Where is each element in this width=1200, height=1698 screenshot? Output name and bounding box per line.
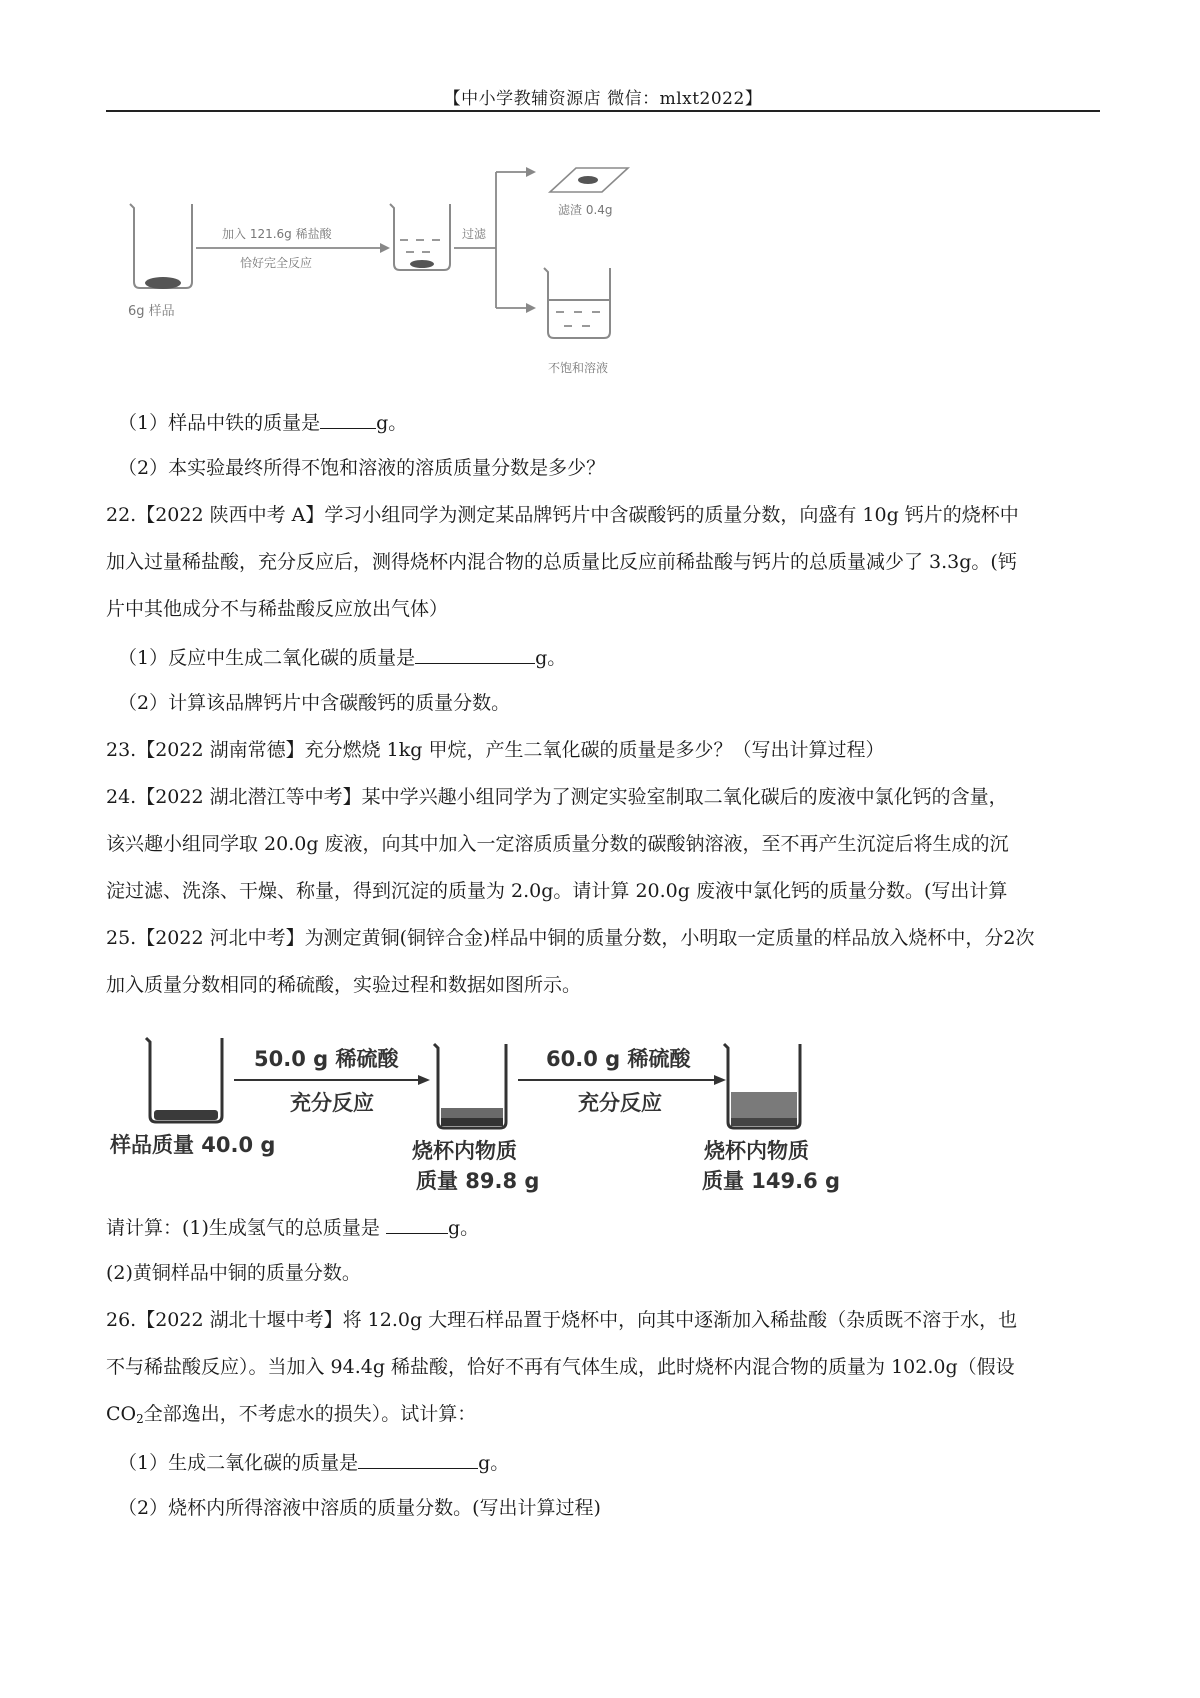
q22-line2: 加入过量稀盐酸，充分反应后，测得烧杯内混合物的总质量比反应前稀盐酸与钙片的总质量减少了 3.3g。(钙 [106,551,1017,573]
q26-sub1-unit: g。 [478,1452,510,1474]
beaker-solution [544,268,610,338]
q22-sub1-unit: g。 [535,647,567,669]
q21-sub1-text: （1）样品中铁的质量是 [118,412,321,434]
branch-top-head [526,167,536,177]
figure-brass-experiment [106,1030,926,1200]
q24-line2: 该兴趣小组同学取 20.0g 废液，向其中加入一定溶质质量分数的碳酸钠溶液，至不再产生沉淀后将生成的沉 [106,833,1009,855]
q26-line1: 26.【2022 湖北十堰中考】将 12.0g 大理石样品置于烧杯中，向其中逐渐加入稀盐酸（杂质既不溶于水，也 [106,1309,1018,1331]
co2-subscript: 2 [136,1412,144,1426]
sample-label: 6g 样品 [128,304,175,319]
q26-line2: 不与稀盐酸反应）。当加入 94.4g 稀盐酸，恰好不再有气体生成，此时烧杯内混合物的质量为 102.0g（假设 [106,1356,1015,1378]
brass-beaker-3-solid [731,1118,797,1126]
q25-line1: 25.【2022 河北中考】为测定黄铜(铜锌合金)样品中铜的质量分数，小明取一定质量的样品放入烧杯中，分2次 [106,927,1035,949]
arrow-add-acid-head [380,243,390,253]
q21-sub2: （2）本实验最终所得不饱和溶液的溶质质量分数是多少？ [118,457,606,479]
arrow-add-acid-top: 加入 121.6g 稀盐酸 [222,227,332,241]
q21-sub1 [118,408,1112,436]
q22-answer-blank[interactable] [415,643,535,664]
brass-arrow-1-head [418,1075,430,1085]
sample-solid [145,277,181,289]
q26-sub1 [118,1448,1112,1476]
brass-arrow-1-top: 50.0 g 稀硫酸 [254,1047,399,1071]
brass-beaker-1-solid [154,1110,218,1120]
q26-answer-blank[interactable] [358,1448,478,1469]
brass-arrow-2-head [714,1075,726,1085]
brass-beaker-3-label-1: 烧杯内物质 [704,1139,809,1163]
figure-brass-svg [106,1030,926,1200]
page-header: 【中小学教辅资源店 微信：mlxt2022】 [443,89,763,109]
q25-sub1-text: 请计算：(1)生成氢气的总质量是 [106,1217,386,1239]
q24-line1: 24.【2022 湖北潜江等中考】某中学兴趣小组同学为了测定实验室制取二氧化碳后的废液中氯化钙的含量， [106,786,1008,808]
q22-sub2: （2）计算该品牌钙片中含碳酸钙的质量分数。 [118,692,511,714]
q26-sub2: （2）烧杯内所得溶液中溶质的质量分数。(写出计算过程) [118,1497,601,1519]
q22-sub1-text: （1）反应中生成二氧化碳的质量是 [118,647,416,669]
q22-line1: 22.【2022 陕西中考 A】学习小组同学为测定某品牌钙片中含碳酸钙的质量分数，向盛有 10g 钙片的烧杯中 [106,504,1019,526]
q25-sub2: (2)黄铜样品中铜的质量分数。 [106,1262,361,1284]
brass-arrow-2-top: 60.0 g 稀硫酸 [546,1047,691,1071]
reaction-residue [410,260,434,268]
q21-answer-blank[interactable] [320,408,376,429]
arrow-add-acid-bottom: 恰好完全反应 [240,256,313,270]
brass-beaker-2-label-2: 质量 89.8 g [416,1169,540,1193]
figure-iron-svg [118,160,718,390]
filter-label: 过滤 [462,227,487,241]
q25-sub1-unit: g。 [447,1217,480,1239]
solution-liquid-dashes [556,312,600,326]
figure-iron-experiment [118,160,718,390]
brass-arrow-1-bottom: 充分反应 [290,1091,374,1115]
q22-sub1 [118,643,1112,671]
brass-beaker-2-label-1: 烧杯内物质 [412,1139,517,1163]
brass-sample-label: 样品质量 40.0 g [110,1133,276,1157]
header-rule [106,110,1100,112]
q25-answer-blank[interactable] [386,1213,448,1234]
q26-line3 [106,1401,1100,1432]
beaker-sample [130,204,192,288]
residue-label: 滤渣 0.4g [558,203,613,217]
q25-line2: 加入质量分数相同的稀硫酸，实验过程和数据如图所示。 [106,974,582,996]
branch-bottom-head [526,303,536,313]
brass-beaker-3-label-2: 质量 149.6 g [702,1169,841,1193]
q25-sub1 [106,1213,1100,1241]
q23-line1: 23.【2022 湖南常德】充分燃烧 1kg 甲烷，产生二氧化碳的质量是多少？（写出计算过程） [106,739,885,761]
q26-line3-text: 全部逸出，不考虑水的损失）。试计算： [143,1403,477,1425]
q22-line3: 片中其他成分不与稀盐酸反应放出气体） [106,598,449,620]
solution-label: 不饱和溶液 [548,361,609,375]
q26-sub1-text: （1）生成二氧化碳的质量是 [118,1452,359,1474]
q21-sub1-unit: g。 [376,412,408,434]
reaction-liquid-dashes [400,240,440,252]
brass-arrow-2-bottom: 充分反应 [578,1091,662,1115]
brass-beaker-2-solid [441,1118,503,1126]
q24-line3: 淀过滤、洗涤、干燥、称量，得到沉淀的质量为 2.0g。请计算 20.0g 废液中氯化钙的质量分数。(写出计算 [106,880,1008,902]
residue-solid [578,176,598,184]
brass-beaker-1 [146,1038,222,1122]
co2-formula: CO [106,1403,137,1425]
